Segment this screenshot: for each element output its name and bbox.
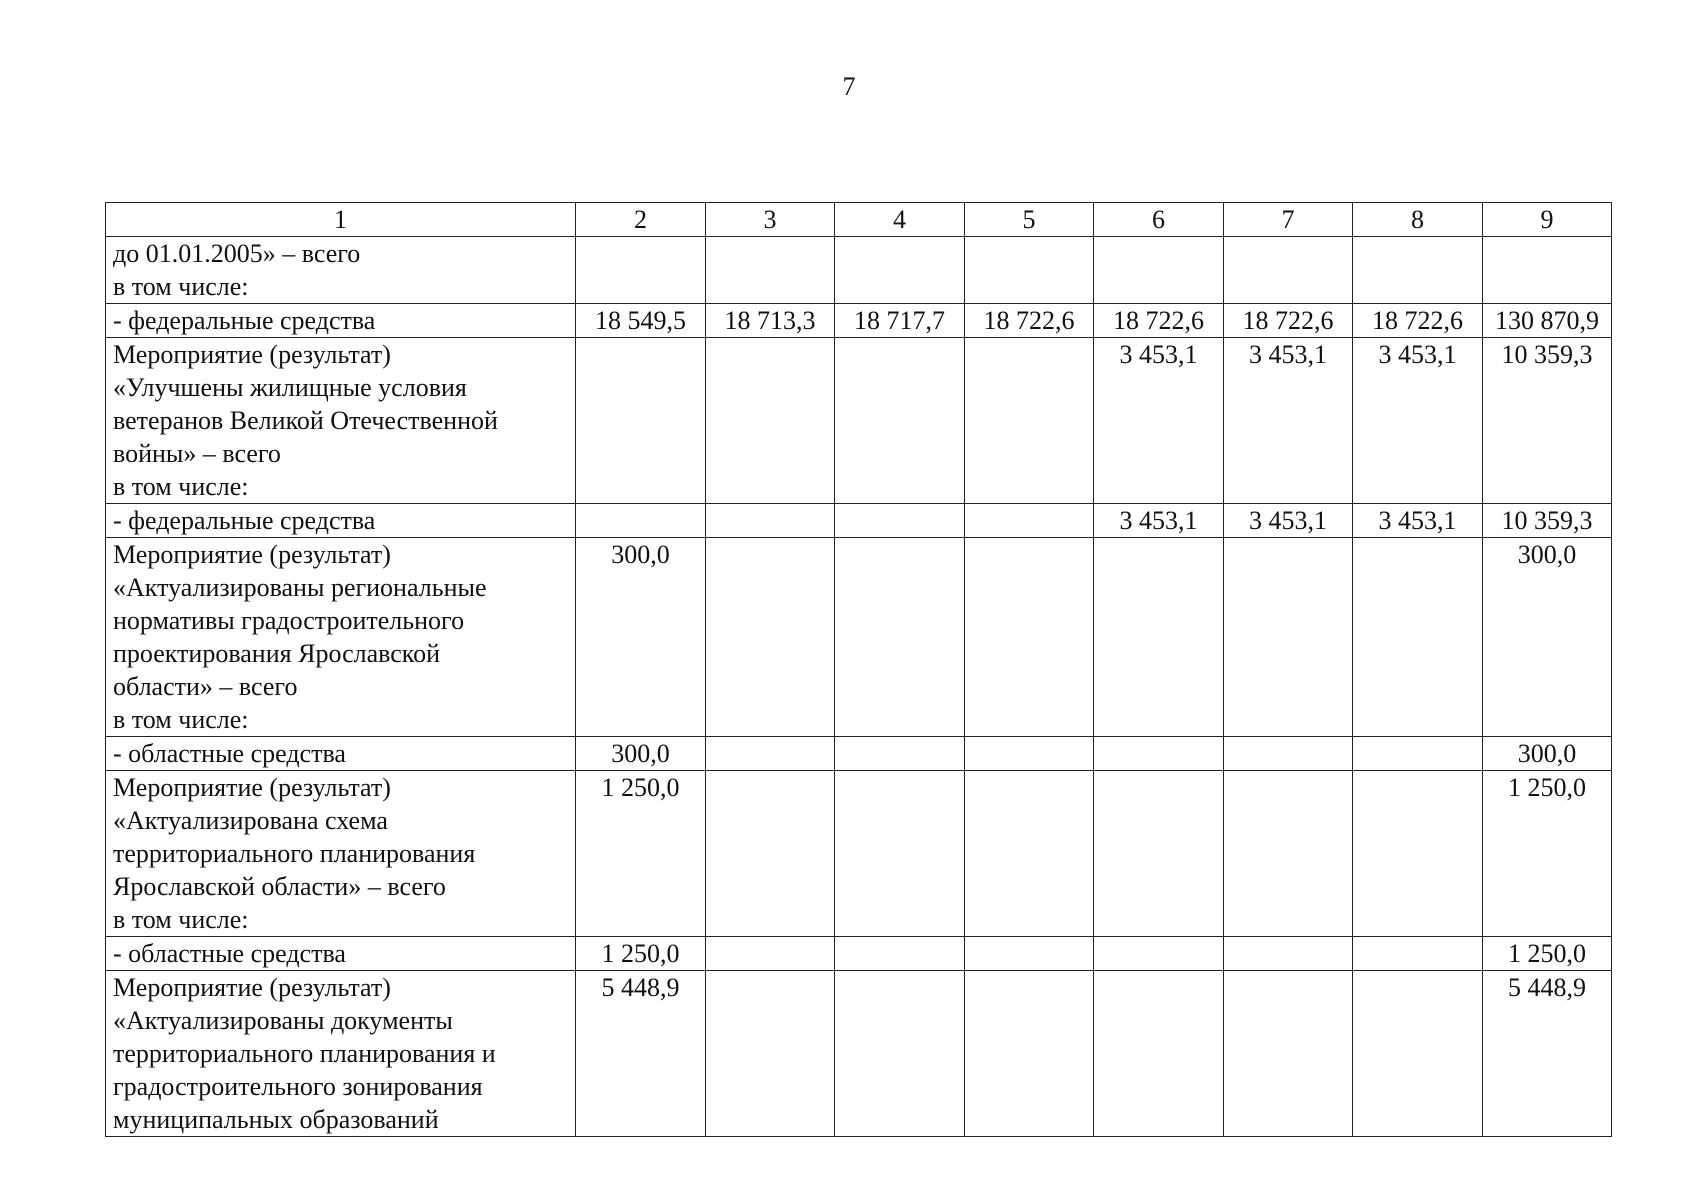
table-cell [1353,737,1483,771]
table-cell: 18 713,3 [706,304,835,338]
table-cell [1224,771,1353,937]
table-cell: 300,0 [576,538,706,737]
table-cell: 18 722,6 [965,304,1094,338]
table-cell [576,338,706,504]
table-cell [706,771,835,937]
table-cell [1094,538,1224,737]
column-header: 2 [576,203,706,237]
table-cell [576,237,706,304]
row-label: Мероприятие (результат) «Актуализированы документы территориального планирования и градостроительного зонирования муниципальных образований [106,971,576,1137]
table-cell [1353,771,1483,937]
table-cell [706,737,835,771]
column-header: 7 [1224,203,1353,237]
table-cell [965,338,1094,504]
row-label: Мероприятие (результат) «Улучшены жилищные условия ветеранов Великой Отечественной войны» – всего в том числе: [106,338,576,504]
table-cell: 3 453,1 [1094,338,1224,504]
table-row [106,538,1612,737]
column-header: 9 [1483,203,1612,237]
table-row [106,937,1612,971]
table-cell [1224,737,1353,771]
table-cell: 1 250,0 [576,771,706,937]
table-cell [835,937,965,971]
table-cell [835,504,965,538]
table-cell [706,538,835,737]
column-header: 4 [835,203,965,237]
table-cell [835,971,965,1137]
table-cell: 300,0 [576,737,706,771]
table-cell [1094,737,1224,771]
table-cell: 10 359,3 [1483,504,1612,538]
table-cell: 1 250,0 [1483,771,1612,937]
table-cell: 18 722,6 [1224,304,1353,338]
budget-table [105,202,1612,1137]
table-cell [965,971,1094,1137]
table-cell [576,504,706,538]
table-cell: 3 453,1 [1353,338,1483,504]
table-cell: 3 453,1 [1224,504,1353,538]
table-cell [965,504,1094,538]
table-cell [1224,237,1353,304]
column-header: 3 [706,203,835,237]
table-cell [706,237,835,304]
table-cell [1224,971,1353,1137]
table-cell [1353,237,1483,304]
table-cell: 5 448,9 [1483,971,1612,1137]
column-header: 1 [106,203,576,237]
table-cell [1224,538,1353,737]
row-label: Мероприятие (результат) «Актуализирована схема территориального планирования Ярославской области» – всего в том числе: [106,771,576,937]
table-cell: 18 722,6 [1094,304,1224,338]
table-row [106,304,1612,338]
table-cell: 18 722,6 [1353,304,1483,338]
table-cell [835,237,965,304]
table-cell: 18 717,7 [835,304,965,338]
table-cell [835,771,965,937]
column-header: 6 [1094,203,1224,237]
table-row [106,237,1612,304]
page-number: 7 [842,72,856,101]
table-cell [1224,937,1353,971]
row-label: - федеральные средства [106,304,576,338]
table-cell: 300,0 [1483,737,1612,771]
table-row [106,504,1612,538]
table-row [106,737,1612,771]
table-cell [1483,237,1612,304]
table-cell [835,538,965,737]
table-cell: 3 453,1 [1224,338,1353,504]
table-cell [1094,237,1224,304]
table-cell: 1 250,0 [1483,937,1612,971]
table-cell [1353,538,1483,737]
table-cell: 300,0 [1483,538,1612,737]
row-label: - федеральные средства [106,504,576,538]
table-cell: 3 453,1 [1094,504,1224,538]
table-cell [706,971,835,1137]
table-cell [706,338,835,504]
table-cell [706,937,835,971]
table-cell: 10 359,3 [1483,338,1612,504]
row-label: до 01.01.2005» – всего в том числе: [106,237,576,304]
table-cell: 3 453,1 [1353,504,1483,538]
table-row [106,338,1612,504]
table-cell [835,737,965,771]
table-cell: 1 250,0 [576,937,706,971]
table-row [106,971,1612,1137]
table-cell [1094,771,1224,937]
table-cell [965,737,1094,771]
column-header: 5 [965,203,1094,237]
row-label: - областные средства [106,737,576,771]
row-label: Мероприятие (результат) «Актуализированы региональные нормативы градостроительного проектирования Ярославской области» – всего в том числе: [106,538,576,737]
table-cell: 5 448,9 [576,971,706,1137]
table-header-row [106,203,1612,237]
table-cell [965,771,1094,937]
table-cell [1094,937,1224,971]
table-cell [965,237,1094,304]
table-cell [1353,937,1483,971]
column-header: 8 [1353,203,1483,237]
table-cell [1094,971,1224,1137]
table-cell: 130 870,9 [1483,304,1612,338]
table-cell [965,538,1094,737]
table-cell [1353,971,1483,1137]
table-cell: 18 549,5 [576,304,706,338]
table-cell [706,504,835,538]
table-cell [835,338,965,504]
table-cell [965,937,1094,971]
row-label: - областные средства [106,937,576,971]
table-row [106,771,1612,937]
